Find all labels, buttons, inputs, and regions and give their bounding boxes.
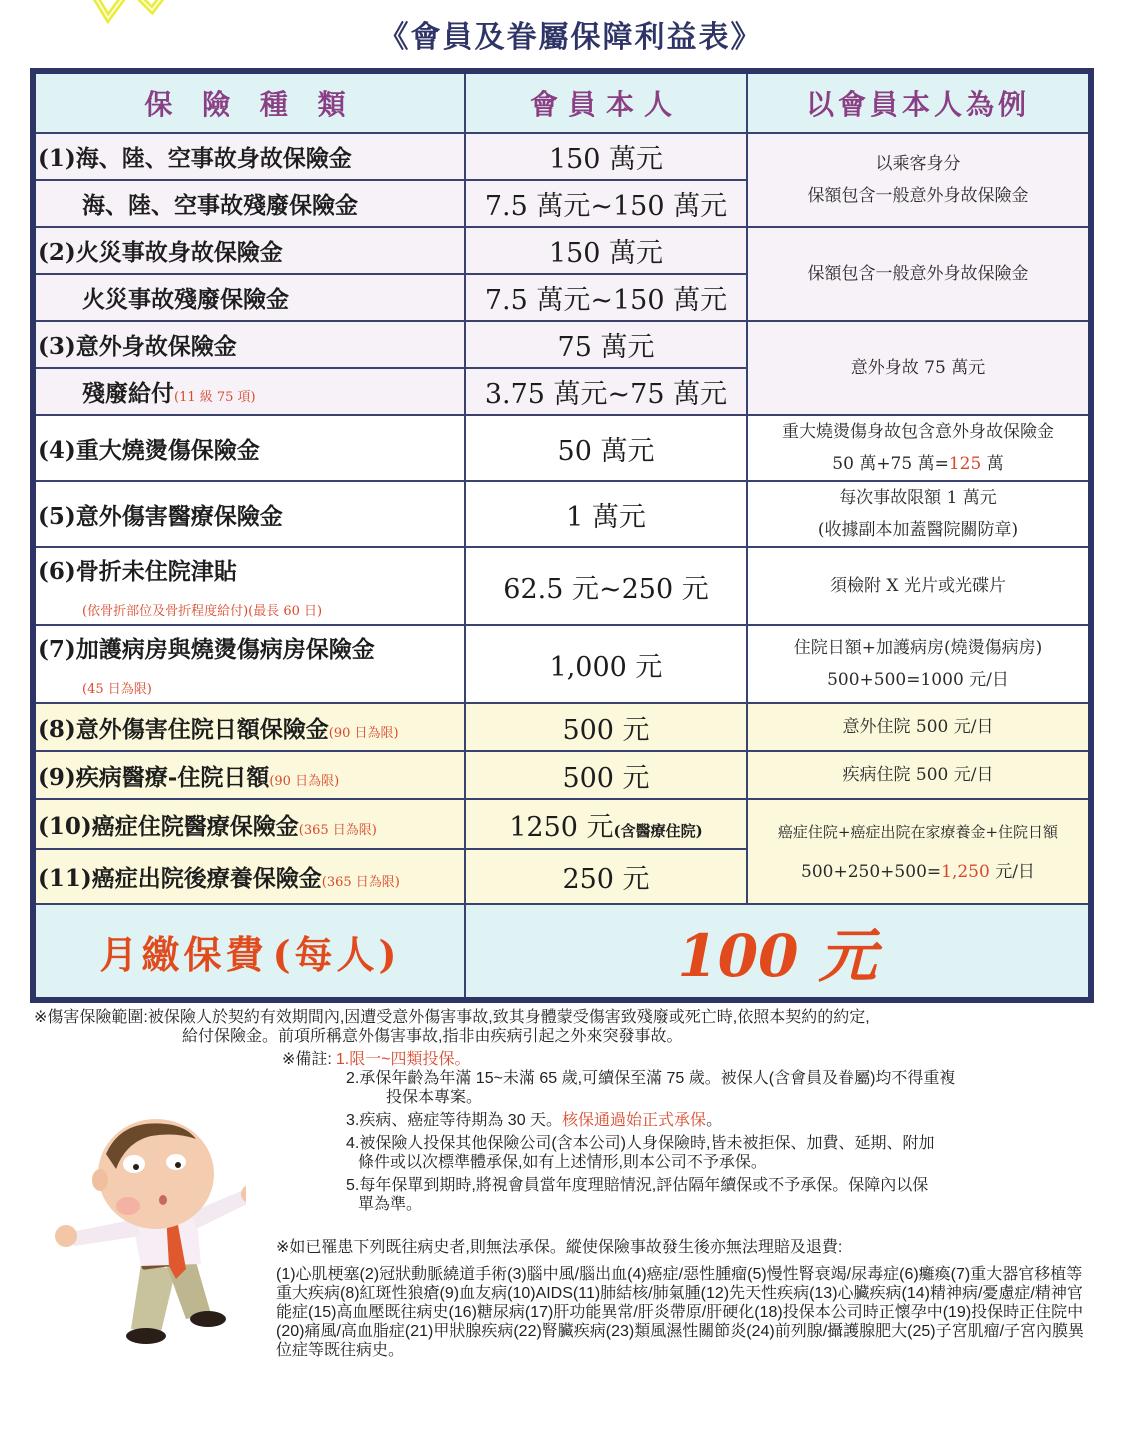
row-amount: 1,000 元 [465, 625, 747, 703]
row-name: (4)重大燒燙傷保險金 [33, 415, 465, 481]
premium-value: 100 元 [677, 922, 877, 990]
remark-cont: 單為準。 [358, 1196, 423, 1213]
row-amount: 50 萬元 [465, 415, 747, 481]
row-name: (2)火災事故身故保險金 [33, 227, 465, 274]
page-title: 《會員及眷屬保障利益表》 [378, 20, 763, 55]
remark-text: 3.疾病、癌症等待期為 30 天。 [346, 1112, 563, 1129]
remark-text: 2.承保年齡為年滿 15~未滿 65 歲,可續保至滿 75 歲。被保人(含會員及眷屬)均不得重複 [346, 1070, 956, 1087]
amount-text: 1250 元 [509, 811, 614, 843]
premium-value-cell [465, 904, 1091, 1000]
row-name-text: (8)意外傷害住院日額保險金 [38, 715, 329, 743]
row-amount: 75 萬元 [465, 321, 747, 368]
row-example: 疾病住院 500 元/日 [747, 751, 1091, 799]
example-line: 重大燒燙傷身故包含意外身故保險金 [782, 422, 1054, 442]
example-line: 500+500=1000 元/日 [827, 670, 1009, 690]
row-name-text: 殘廢給付 [82, 380, 174, 407]
remark-text: 。 [706, 1112, 723, 1129]
row-name: 海、陸、空事故殘廢保險金 [33, 180, 465, 227]
example-line: (收據副本加蓋醫院關防章) [817, 520, 1019, 540]
row-note: (90 日為限) [328, 725, 399, 741]
example-text: 500+250+500= [801, 861, 942, 882]
premium-row [33, 904, 1091, 1000]
row-name: (3)意外身故保險金 [33, 321, 465, 368]
remark-cont: 條件或以次標準體承保,如有上述情形,則本公司不予承保。 [358, 1154, 767, 1171]
row-name-text: (7)加護病房與燒燙傷病房保險金 [38, 636, 375, 663]
remark-highlight: 核保通過始正式承保 [562, 1112, 707, 1129]
row-example [747, 415, 1091, 481]
example-line [748, 448, 1088, 480]
row-amount: 62.5 元~250 元 [465, 547, 747, 625]
table-header-row [33, 71, 1091, 133]
table-row [33, 481, 1091, 547]
table-row [33, 751, 1091, 799]
example-text: 元/日 [989, 861, 1035, 882]
row-name [33, 751, 465, 799]
example-text: 50 萬+75 萬= [832, 454, 949, 474]
example-highlight: 125 [948, 454, 982, 474]
remark-item [282, 1134, 1092, 1172]
table-row [33, 227, 1091, 274]
row-amount: 7.5 萬元~150 萬元 [465, 274, 747, 321]
table-row [33, 415, 1091, 481]
remark-item [282, 1176, 1092, 1214]
medical-history-exclusions [276, 1238, 1088, 1360]
row-note: (依骨折部位及骨折程度給付)(最長 60 日) [82, 604, 323, 619]
row-note: (11 級 75 項) [174, 390, 256, 405]
row-amount: 3.75 萬元~75 萬元 [465, 368, 747, 415]
row-amount: 500 元 [465, 703, 747, 751]
row-example: 須檢附 X 光片或光碟片 [747, 547, 1091, 625]
row-example: 意外住院 500 元/日 [747, 703, 1091, 751]
row-name-text: (10)癌症住院醫療保險金 [38, 812, 299, 840]
remark-item: 1.限一~四類投保。 [335, 1051, 471, 1068]
header-insurance-type: 保 險 種 類 [33, 71, 465, 133]
row-name-text: (9)疾病醫療-住院日額 [38, 763, 270, 791]
example-line [748, 852, 1088, 892]
row-name [33, 368, 465, 415]
example-line: 保額包含一般意外身故保險金 [807, 186, 1029, 206]
row-note: (90 日為限) [269, 773, 340, 789]
example-line: 以乘客身分 [875, 154, 961, 174]
remark-text: 5.每年保單到期時,將視會員當年度理賠情況,評估隔年續保或不予承保。保障內以保 [346, 1177, 929, 1194]
row-example [747, 481, 1091, 547]
remark-item [282, 1111, 1092, 1130]
row-example [747, 799, 1091, 904]
row-amount: 500 元 [465, 751, 747, 799]
row-note: (365 日為限) [321, 875, 400, 890]
row-amount: 250 元 [465, 849, 747, 904]
table-row [33, 625, 1091, 703]
row-amount: 7.5 萬元~150 萬元 [465, 180, 747, 227]
remark-item [282, 1069, 1092, 1107]
row-example: 意外身故 75 萬元 [747, 321, 1091, 415]
scope-line: 給付保險金。前項所稱意外傷害事故,指非由疾病引起之外來突發事故。 [182, 1028, 683, 1045]
scope-line: 被保險人於契約有效期間內,因遭受意外傷害事故,致其身體蒙受傷害致殘廢或死亡時,依照本契約的約定, [147, 1009, 870, 1026]
header-example: 以會員本人為例 [747, 71, 1091, 133]
row-name-text: (6)骨折未住院津貼 [38, 558, 237, 585]
row-example [747, 133, 1091, 227]
row-amount: 1 萬元 [465, 481, 747, 547]
remark-cont: 投保本專案。 [386, 1089, 483, 1106]
row-name [33, 703, 465, 751]
coverage-scope [34, 1008, 1104, 1046]
example-line: 癌症住院+癌症出院在家療養金+住院日額 [777, 822, 1059, 841]
table-row [33, 703, 1091, 751]
row-amount: 150 萬元 [465, 227, 747, 274]
history-list: (1)心肌梗塞(2)冠狀動脈繞道手術(3)腦中風/腦出血(4)癌症/惡性腫瘤(5)慢性腎衰竭/尿毒症(6)癱瘓(7)重大器官移植等重大疾病(8)紅斑性狼瘡(9)血友病(10)AIDS(11)肺結核/肺氣腫(12)先天性疾病(13)心臟疾病(14)精神病/憂慮症/精神官能症(15)高血壓既往病史(16)糖尿病(17)肝功能異常/肝炎帶原/肝硬化(18)投保本公司時正懷孕中(19)投保時正住院中(20)痛風/高血脂症(21)甲狀腺疾病(22)腎臟疾病(23)類風濕性關節炎(24)前列腺/攝護腺肥大(25)子宮肌瘤/子宮內膜異位症等既往病史。 [276, 1266, 1085, 1359]
example-text: 萬 [981, 454, 1004, 474]
row-example [747, 625, 1091, 703]
remark-text: 4.被保險人投保其他保險公司(含本公司)人身保險時,皆未被拒保、加費、延期、附加 [346, 1135, 935, 1152]
cartoon-businessman-mascot-icon [36, 1114, 246, 1354]
row-amount [465, 799, 747, 849]
table-row [33, 547, 1091, 625]
example-highlight: 1,250 [941, 861, 990, 882]
example-line: 住院日額+加護病房(燒燙傷病房) [793, 638, 1043, 658]
header-member: 會員本人 [465, 71, 747, 133]
table-row [33, 799, 1091, 849]
premium-per: (每人) [272, 931, 401, 977]
premium-label-cell [33, 904, 465, 1000]
row-amount: 150 萬元 [465, 133, 747, 180]
remarks-label: ※備註: [282, 1051, 332, 1068]
amount-note: (含醫療住院) [613, 821, 703, 840]
row-note: (365 日為限) [298, 822, 377, 838]
row-name [33, 799, 465, 849]
table-row [33, 321, 1091, 368]
example-line: 每次事故限額 1 萬元 [839, 488, 997, 508]
premium-label: 月繳保費 [99, 931, 268, 977]
table-row [33, 133, 1091, 180]
benefits-table [30, 68, 1094, 1003]
row-example: 保額包含一般意外身故保險金 [747, 227, 1091, 321]
history-intro: ※如已罹患下列既往病史者,則無法承保。縱使保險事故發生後亦無法理賠及退費: [276, 1239, 843, 1256]
row-name-text: (11)癌症出院後療養保險金 [38, 865, 322, 892]
row-name [33, 625, 465, 703]
row-name [33, 547, 465, 625]
remarks-section [282, 1050, 1092, 1218]
scope-label: ※傷害保險範圍: [34, 1009, 148, 1026]
row-name: (5)意外傷害醫療保險金 [33, 481, 465, 547]
row-name: (1)海、陸、空事故身故保險金 [33, 133, 465, 180]
row-name: 火災事故殘廢保險金 [33, 274, 465, 321]
row-name [33, 849, 465, 904]
row-note: (45 日為限) [82, 682, 152, 697]
